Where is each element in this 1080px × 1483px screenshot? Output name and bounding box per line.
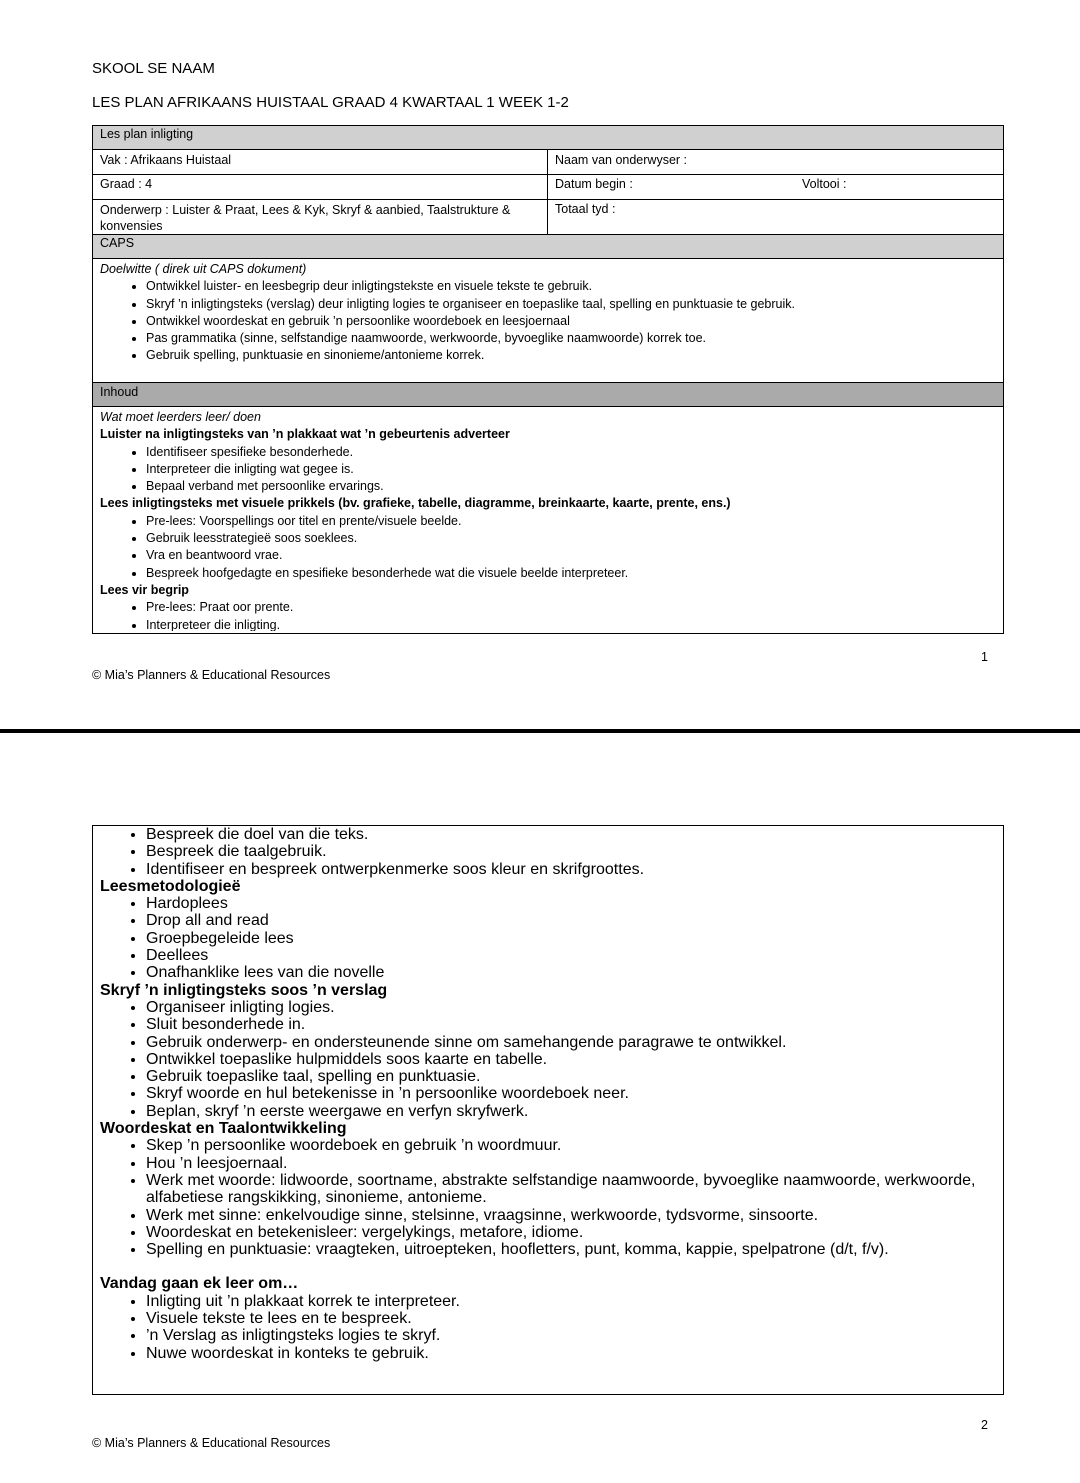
methodologies-heading: Leesmetodologieë [100, 877, 241, 895]
grade-cell: Graad : 4 [93, 175, 548, 199]
vocabulary-heading: Woordeskat en Taalontwikkeling [100, 1120, 347, 1138]
reading-list [100, 513, 996, 582]
content-section [93, 407, 1003, 631]
comprehension-list-continued [100, 826, 996, 878]
list-item: • Bespreek hoofgedagte en spesifieke besonderhede wat die visuele beelde interpreteer. [146, 565, 996, 582]
list-item: • Ontwikkel luister- en leesbegrip deur inligtingstekste en visuele tekste te gebruik. [146, 278, 996, 295]
objectives-list [100, 278, 996, 364]
caps-header: CAPS [93, 235, 1003, 259]
list-item: • Woordeskat en betekenisleer: vergelykings, metafore, idiome. [146, 1224, 996, 1241]
list-item: • Identifiseer spesifieke besonderhede. [146, 444, 996, 461]
lesson-plan-table-continued [92, 825, 1004, 1395]
date-completed: Voltooi : [802, 177, 847, 191]
grade-row [93, 175, 1003, 200]
objectives-label: Doelwitte ( direk uit CAPS dokument) [100, 262, 307, 276]
list-item: • Pre-lees: Praat oor prente. [146, 599, 996, 616]
copyright-footer: © Mia’s Planners & Educational Resources [92, 668, 331, 682]
total-time-cell: Totaal tyd : [555, 202, 616, 216]
writing-list [100, 999, 996, 1120]
list-item: • Ontwikkel toepaslike hulpmiddels soos kaarte en tabelle. [146, 1051, 996, 1068]
listening-list [100, 444, 996, 496]
list-item: • Pre-lees: Voorspellings oor titel en prente/visuele beelde. [146, 513, 996, 530]
page-number: 2 [981, 1418, 988, 1432]
list-item: • Onafhanklike lees van die novelle [146, 964, 996, 981]
list-item: • Gebruik spelling, punktuasie en sinonieme/antonieme korrek. [146, 347, 996, 364]
list-item: • Ontwikkel woordeskat en gebruik ’n persoonlike woordeboek en leesjoernaal [146, 313, 996, 330]
methodologies-list [100, 895, 996, 981]
list-item: • Gebruik toepaslike taal, spelling en punktuasie. [146, 1068, 996, 1085]
list-item: • Visuele tekste te lees en te bespreek. [146, 1310, 996, 1327]
topic-row [93, 200, 1003, 235]
list-item: • Werk met sinne: enkelvoudige sinne, stelsinne, vraagsinne, werkwoorde, tydsvorme, sinsoorte. [146, 1207, 996, 1224]
page-number: 1 [981, 650, 988, 664]
list-item: • Hou ’n leesjoernaal. [146, 1155, 996, 1172]
subject-cell: Vak : Afrikaans Huistaal [93, 150, 548, 174]
comprehension-heading: Lees vir begrip [100, 582, 189, 597]
listening-heading: Luister na inligtingsteks van ’n plakkaat wat ’n gebeurtenis adverteer [100, 427, 510, 442]
date-begin: Datum begin : [555, 177, 633, 191]
content-section-continued [93, 826, 1003, 1364]
vocabulary-list [100, 1137, 996, 1258]
school-name: SKOOL SE NAAM [92, 60, 215, 77]
list-item: • Spelling en punktuasie: vraagteken, uitroepteken, hoofletters, punt, komma, kappie, spelpatrone (d/t, f/v). [146, 1241, 996, 1258]
today-heading: Vandag gaan ek leer om… [100, 1275, 299, 1293]
list-item: • Inligting uit ’n plakkaat korrek te interpreteer. [146, 1293, 996, 1310]
lesson-plan-table [92, 125, 1004, 634]
list-item: • Gebruik onderwerp- en ondersteunende sinne om samehangende paragrawe te ontwikkel. [146, 1034, 996, 1051]
today-list [100, 1293, 996, 1362]
teacher-cell: Naam van onderwyser : [555, 153, 688, 167]
list-item: • Gebruik leesstrategieë soos soeklees. [146, 530, 996, 547]
list-item: • Hardoplees [146, 895, 996, 912]
list-item: • Nuwe woordeskat in konteks te gebruik. [146, 1345, 996, 1362]
lesson-title: LES PLAN AFRIKAANS HUISTAAL GRAAD 4 KWARTAAL 1 WEEK 1-2 [92, 94, 569, 111]
list-item: • Organiseer inligting logies. [146, 999, 996, 1016]
list-item: • Deellees [146, 947, 996, 964]
topic-cell: Onderwerp : Luister & Praat, Lees & Kyk, Skryf & aanbied, Taalstrukture & konvensies [93, 200, 548, 234]
copyright-footer: © Mia’s Planners & Educational Resources [92, 1436, 331, 1450]
list-item: • Bepaal verband met persoonlike ervarings. [146, 478, 996, 495]
list-item: • Bespreek die doel van die teks. [146, 826, 996, 843]
date-cell [548, 175, 1003, 199]
list-item: • Identifiseer en bespreek ontwerpkenmerke soos kleur en skrifgroottes. [146, 861, 996, 878]
list-item: • Skryf woorde en hul betekenisse in ’n persoonlike woordeboek neer. [146, 1085, 996, 1102]
list-item: • Skryf ’n inligtingsteks (verslag) deur inligting logies te organiseer en toepaslike taal, spelling en punktuasie te gebruik. [146, 296, 996, 313]
list-item: • Drop all and read [146, 912, 996, 929]
list-item: • Pas grammatika (sinne, selfstandige naamwoorde, werkwoorde, byvoeglike naamwoorde) korrek toe. [146, 330, 996, 347]
list-item: • Interpreteer die inligting wat gegee is. [146, 461, 996, 478]
content-header: Inhoud [93, 383, 1003, 407]
list-item: • Vra en beantwoord vrae. [146, 547, 996, 564]
list-item: • Groepbegeleide lees [146, 930, 996, 947]
list-item: • Beplan, skryf ’n eerste weergawe en verfyn skryfwerk. [146, 1103, 996, 1120]
list-item: • Sluit besonderhede in. [146, 1016, 996, 1033]
objectives-section [93, 259, 1003, 383]
info-header: Les plan inligting [93, 126, 1003, 150]
list-item: • Interpreteer die inligting. [146, 617, 996, 631]
reading-heading: Lees inligtingsteks met visuele prikkels (bv. grafieke, tabelle, diagramme, breinkaarte, kaarte, prente, ens.) [100, 496, 731, 511]
writing-heading: Skryf ’n inligtingsteks soos ’n verslag [100, 981, 388, 999]
list-item: • Bespreek die taalgebruik. [146, 843, 996, 860]
list-item: • ’n Verslag as inligtingsteks logies te skryf. [146, 1327, 996, 1344]
comprehension-list [100, 599, 996, 631]
list-item: • Werk met woorde: lidwoorde, soortname, abstrakte selfstandige naamwoorde, byvoeglike naamwoorde, werkwoorde, alfabetiese rangskikking, sinonieme, antonieme. [146, 1172, 996, 1207]
list-item: • Skep ’n persoonlike woordeboek en gebruik ’n woordmuur. [146, 1137, 996, 1154]
page-separator [0, 729, 1080, 733]
subject-row [93, 150, 1003, 175]
what-learners-label: Wat moet leerders leer/ doen [100, 410, 261, 424]
